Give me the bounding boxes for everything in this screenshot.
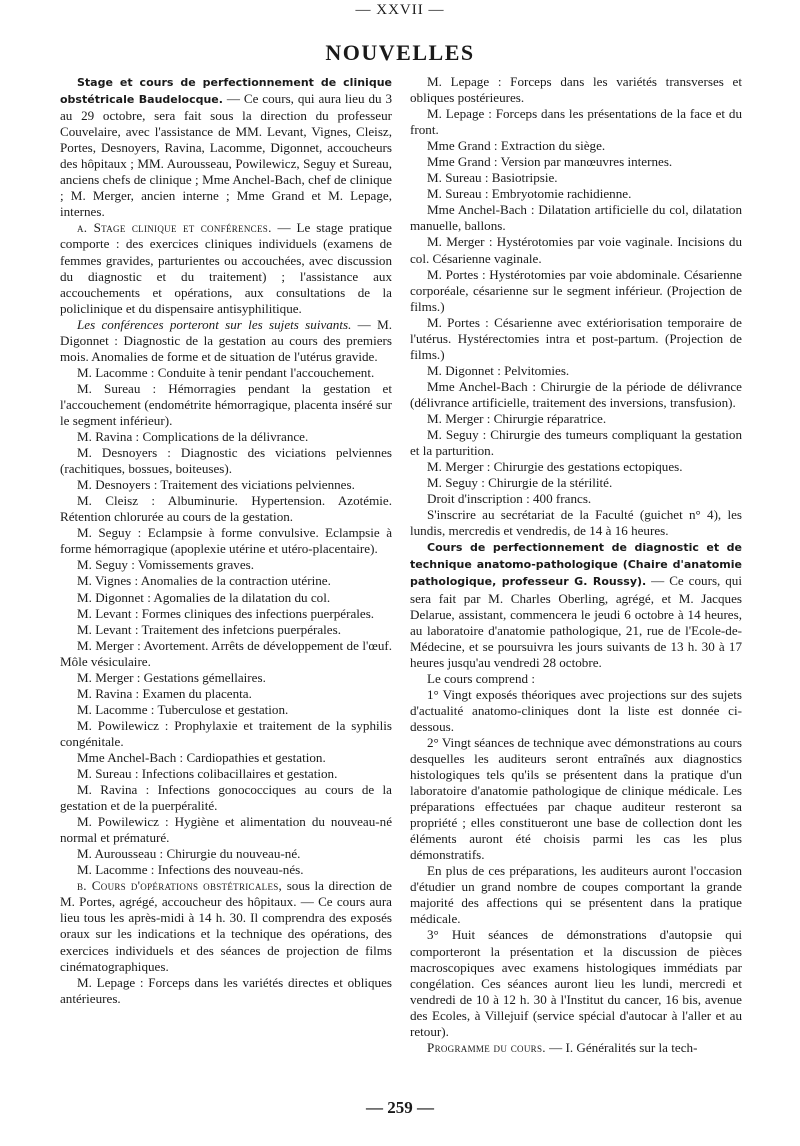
- paragraph-text: Mme Grand : Version par manœuvres internes.: [427, 154, 673, 170]
- paragraph-text: Mme Anchel-Bach : Chirurgie de la période de délivrance (délivrance artificielle, traitement des inversions, transfusion).: [410, 378, 742, 410]
- paragraph: [60, 74, 392, 220]
- paragraph-text: M. Merger : Avortement. Arrêts de développement de l'œuf. Môle vésiculaire.: [60, 637, 392, 669]
- paragraph: [410, 234, 742, 266]
- paragraph-text: 1° Vingt exposés théoriques avec projections sur des sujets d'actualité anatomo-cliniques dont la liste est donnée ci-dessous.: [410, 686, 742, 734]
- paragraph-text: M. Lepage : Forceps dans les variétés transverses et obliques postérieures.: [410, 74, 742, 106]
- paragraph: [60, 814, 392, 846]
- paragraph: [410, 267, 742, 315]
- paragraph-text: M. Seguy : Chirurgie de la stérilité.: [427, 475, 613, 491]
- paragraph: [60, 525, 392, 557]
- paragraph: [410, 186, 742, 202]
- paragraph: [410, 671, 742, 687]
- paragraph: [410, 507, 742, 539]
- paragraph: [410, 927, 742, 1039]
- paragraph-text: M. Ravina : Complications de la délivrance.: [77, 429, 309, 445]
- paragraph: [60, 862, 392, 878]
- roman-page-number: — XXVII —: [355, 2, 445, 18]
- paragraph: [410, 202, 742, 234]
- paragraph-text: M. Ravina : Examen du placenta.: [77, 685, 252, 701]
- paragraph-text: M. Seguy : Eclampsie à forme convulsive. Eclampsie à forme hémorragique (apoplexie utérine et utéro-placentaire).: [60, 525, 392, 557]
- paragraph: [60, 381, 392, 429]
- paragraph-text: sous la direction de M. Portes, agrégé, accoucheur des hôpitaux. — Ce cours aura lieu tous les après-midi à 14 h. 30. Il comprendra des exposés oraux sur les indications et la technique des opérations, des exercices individuels et des séances de projection de films cinématographiques.: [60, 878, 392, 974]
- paragraph-lead: Stage et cours de perfectionnement de clinique obstétricale Baudelocque.: [60, 76, 392, 107]
- paragraph: [410, 863, 742, 927]
- paragraph: [60, 429, 392, 445]
- right-column: [410, 74, 742, 1056]
- paragraph-text: — M. Digonnet : Diagnostic de la gestation au cours des premiers mois. Anomalies de forme et de situation de l'utérus gravide.: [60, 316, 393, 364]
- paragraph-text: M. Lacomme : Infections des nouveau-nés.: [77, 862, 304, 878]
- paragraph-text: — Ce cours, qui aura lieu du 3 au 29 octobre, sera fait sous la direction du professeur Couvelaire, avec l'assistance de MM. Levant, Vignes, Cleisz, Portes, Desnoyers, Ravina, Lacomme, Digonnet, accoucheurs des hôpitaux ; MM. Aurousseau, Powilewicz, Seguy et Sureau, anciens chefs de clinique ; Mme Anchel-Bach, chef de clinique ; M. Merger, ancien interne ; Mme Grand et M. Lepage, internes.: [60, 91, 392, 220]
- paragraph-text: M. Seguy : Chirurgie des tumeurs compliquant la gestation et la parturition.: [410, 427, 742, 459]
- paragraph: [60, 686, 392, 702]
- paragraph: [60, 590, 392, 606]
- paragraph-text: M. Digonnet : Agomalies de la dilatation du col.: [77, 589, 331, 605]
- paragraph-text: M. Merger : Chirurgie des gestations ectopiques.: [427, 459, 683, 475]
- paragraph: [410, 138, 742, 154]
- paragraph-text: Le cours comprend :: [427, 670, 535, 686]
- paragraph-lead: Programme du cours.: [427, 1039, 546, 1055]
- paragraph: [60, 638, 392, 670]
- paragraph: [410, 491, 742, 507]
- paragraph: [410, 170, 742, 186]
- paragraph-text: M. Powilewicz : Prophylaxie et traitement de la syphilis congénitale.: [60, 717, 392, 749]
- paragraph-text: M. Merger : Hystérotomies par voie vaginale. Incisions du col. Césarienne vaginale.: [410, 234, 742, 266]
- paragraph-text: Mme Anchel-Bach : Dilatation artificielle du col, dilatation manuelle, ballons.: [410, 202, 742, 234]
- paragraph-text: M. Ravina : Infections gonococciques au cours de la gestation et de la puerpéralité.: [60, 782, 392, 814]
- paragraph: [410, 411, 742, 427]
- paragraph-text: En plus de ces préparations, les auditeurs auront l'occasion d'étudier un grand nombre de coupes comportant la grande majorité des affections qui se présentent dans la pratique médicale.: [410, 863, 742, 927]
- paragraph-text: M. Desnoyers : Traitement des viciations pelviennes.: [77, 477, 355, 493]
- paragraph-text: M. Lepage : Forceps dans les présentations de la face et du front.: [410, 106, 742, 138]
- paragraph: [410, 1040, 742, 1056]
- paragraph: [410, 475, 742, 491]
- section-title: NOUVELLES: [325, 40, 475, 65]
- paragraph: [60, 622, 392, 638]
- paragraph: [60, 878, 392, 974]
- paragraph-text: M. Seguy : Vomissements graves.: [77, 557, 255, 573]
- paragraph-text: M. Portes : Césarienne avec extériorisation temporaire de l'utérus. Hystérectomies intra et post-partum. (Projection de films.): [410, 314, 742, 362]
- paragraph-text: M. Merger : Chirurgie réparatrice.: [427, 410, 607, 426]
- paragraph-text: S'inscrire au secrétariat de la Faculté (guichet n° 4), les lundis, mercredis et vendredis, de 14 à 16 heures.: [410, 507, 742, 539]
- paragraph-text: M. Sureau : Basiotripsie.: [427, 170, 558, 186]
- paragraph-lead: Cours de perfectionnement de diagnostic et de technique anatomo-pathologique (Chaire d'anatomie pathologique, professeur G. Roussy).: [410, 541, 742, 589]
- paragraph: [60, 606, 392, 622]
- paragraph: [410, 106, 742, 138]
- paragraph-text: 3° Huit séances de démonstrations d'autopsie qui comporteront la présentation et la discussion de pièces macroscopiques avec examens histologiques immédiats par congélation. Ces séances auront lieu les lundi, mercredi et vendredi de 10 à 12 h. 30 à l'Institut du cancer, 16 bis, avenue des Ecoles, à Villejuif (service spécial d'autocar à l'aller et au retour).: [410, 927, 742, 1039]
- paragraph-text: M. Aurousseau : Chirurgie du nouveau-né.: [77, 846, 301, 862]
- paragraph-text: — Le stage pratique comporte : des exercices cliniques individuels (examens de femmes gravides, parturientes ou accouchées, avec discussion du diagnostic et du traitement) ; l'assistance aux accouchements et opérations, aux consultations de la policlinique et du dispensaire antisyphilitique.: [60, 220, 392, 316]
- paragraph: [410, 539, 742, 670]
- paragraph: [60, 846, 392, 862]
- paragraph-text: Mme Grand : Extraction du siège.: [427, 138, 606, 154]
- left-column: [60, 74, 392, 1007]
- paragraph-text: M. Cleisz : Albuminurie. Hypertension. Azotémie. Rétention chlorurée au cours de la gestation.: [60, 493, 392, 525]
- paragraph: [60, 573, 392, 589]
- paragraph: [410, 735, 742, 863]
- paragraph-text: 2° Vingt séances de technique avec démonstrations au cours desquelles les auditeurs seront entraînés aux diagnostics histologiques tels qu'ils se présentent dans la pratique d'un laboratoire d'anatomie pathologique de clinique médicale. Les préparations effectuées par chaque auditeur resteront sa propriété ; elles constitueront une base de collection dont les éléments auront été choisis parmi les cas les plus démonstratifs.: [410, 734, 742, 863]
- paragraph-text: — Ce cours, qui sera fait par M. Charles Oberling, agrégé, et M. Jacques Delarue, assistant, commencera le jeudi 6 octobre à 14 heures, au laboratoire d'anatomie pathologique, 21, rue de l'Ecole-de-Médecine, et se poursuivra les jours suivants de 13 h. 30 à 17 heures jusqu'au vendredi 28 octobre.: [410, 573, 742, 670]
- paragraph-lead: Les conférences porteront sur les sujets suivants.: [77, 316, 352, 332]
- paragraph-text: M. Powilewicz : Hygiène et alimentation du nouveau-né normal et prématuré.: [60, 814, 392, 846]
- paragraph-text: M. Levant : Traitement des infetcions puerpérales.: [77, 621, 341, 637]
- paragraph: [410, 379, 742, 411]
- paragraph: [60, 975, 392, 1007]
- paragraph-text: M. Sureau : Embryotomie rachidienne.: [427, 186, 632, 202]
- paragraph: [60, 782, 392, 814]
- paragraph: [410, 74, 742, 106]
- paragraph: [60, 670, 392, 686]
- paragraph-text: M. Portes : Hystérotomies par voie abdominale. Césarienne corporéale, césarienne sur le segment inférieur. (Projection de films.): [410, 266, 742, 314]
- paragraph-text: M. Desnoyers : Diagnostic des viciations pelviennes (rachitiques, bossues, boiteuses).: [60, 445, 392, 477]
- paragraph-lead: a. Stage clinique et conférences.: [77, 220, 272, 236]
- paragraph: [60, 557, 392, 573]
- paragraph: [410, 315, 742, 363]
- paragraph-text: — I. Généralités sur la tech-: [545, 1039, 698, 1055]
- paragraph-text: M. Sureau : Hémorragies pendant la gestation et l'accouchement (endométrite hémorragique, placenta inséré sur le segment inférieur).: [60, 380, 392, 428]
- paragraph: [60, 766, 392, 782]
- paragraph: [60, 445, 392, 477]
- paragraph: [410, 154, 742, 170]
- paragraph-lead: b. Cours d'opérations obstétricales,: [77, 878, 283, 894]
- paragraph: [60, 477, 392, 493]
- paragraph-text: Droit d'inscription : 400 francs.: [427, 491, 592, 507]
- page-folio: — 259 —: [366, 1098, 434, 1117]
- paragraph-text: M. Lepage : Forceps dans les variétés directes et obliques antérieures.: [60, 974, 392, 1006]
- paragraph: [60, 702, 392, 718]
- paragraph-text: Mme Anchel-Bach : Cardiopathies et gestation.: [77, 749, 326, 765]
- paragraph: [60, 220, 392, 316]
- paragraph: [60, 365, 392, 381]
- paragraph: [410, 459, 742, 475]
- paragraph-text: M. Sureau : Infections colibacillaires et gestation.: [77, 766, 338, 782]
- paragraph: [410, 427, 742, 459]
- paragraph: [410, 687, 742, 735]
- paragraph-text: M. Vignes : Anomalies de la contraction utérine.: [77, 573, 331, 589]
- paragraph: [60, 317, 392, 365]
- paragraph-text: M. Lacomme : Conduite à tenir pendant l'accouchement.: [77, 364, 375, 380]
- paragraph: [60, 750, 392, 766]
- paragraph-text: M. Levant : Formes cliniques des infections puerpérales.: [77, 605, 375, 621]
- paragraph-text: M. Lacomme : Tuberculose et gestation.: [77, 701, 289, 717]
- paragraph-text: M. Digonnet : Pelvitomies.: [427, 362, 570, 378]
- paragraph: [60, 718, 392, 750]
- paragraph: [410, 363, 742, 379]
- paragraph-text: M. Merger : Gestations gémellaires.: [77, 669, 266, 685]
- paragraph: [60, 493, 392, 525]
